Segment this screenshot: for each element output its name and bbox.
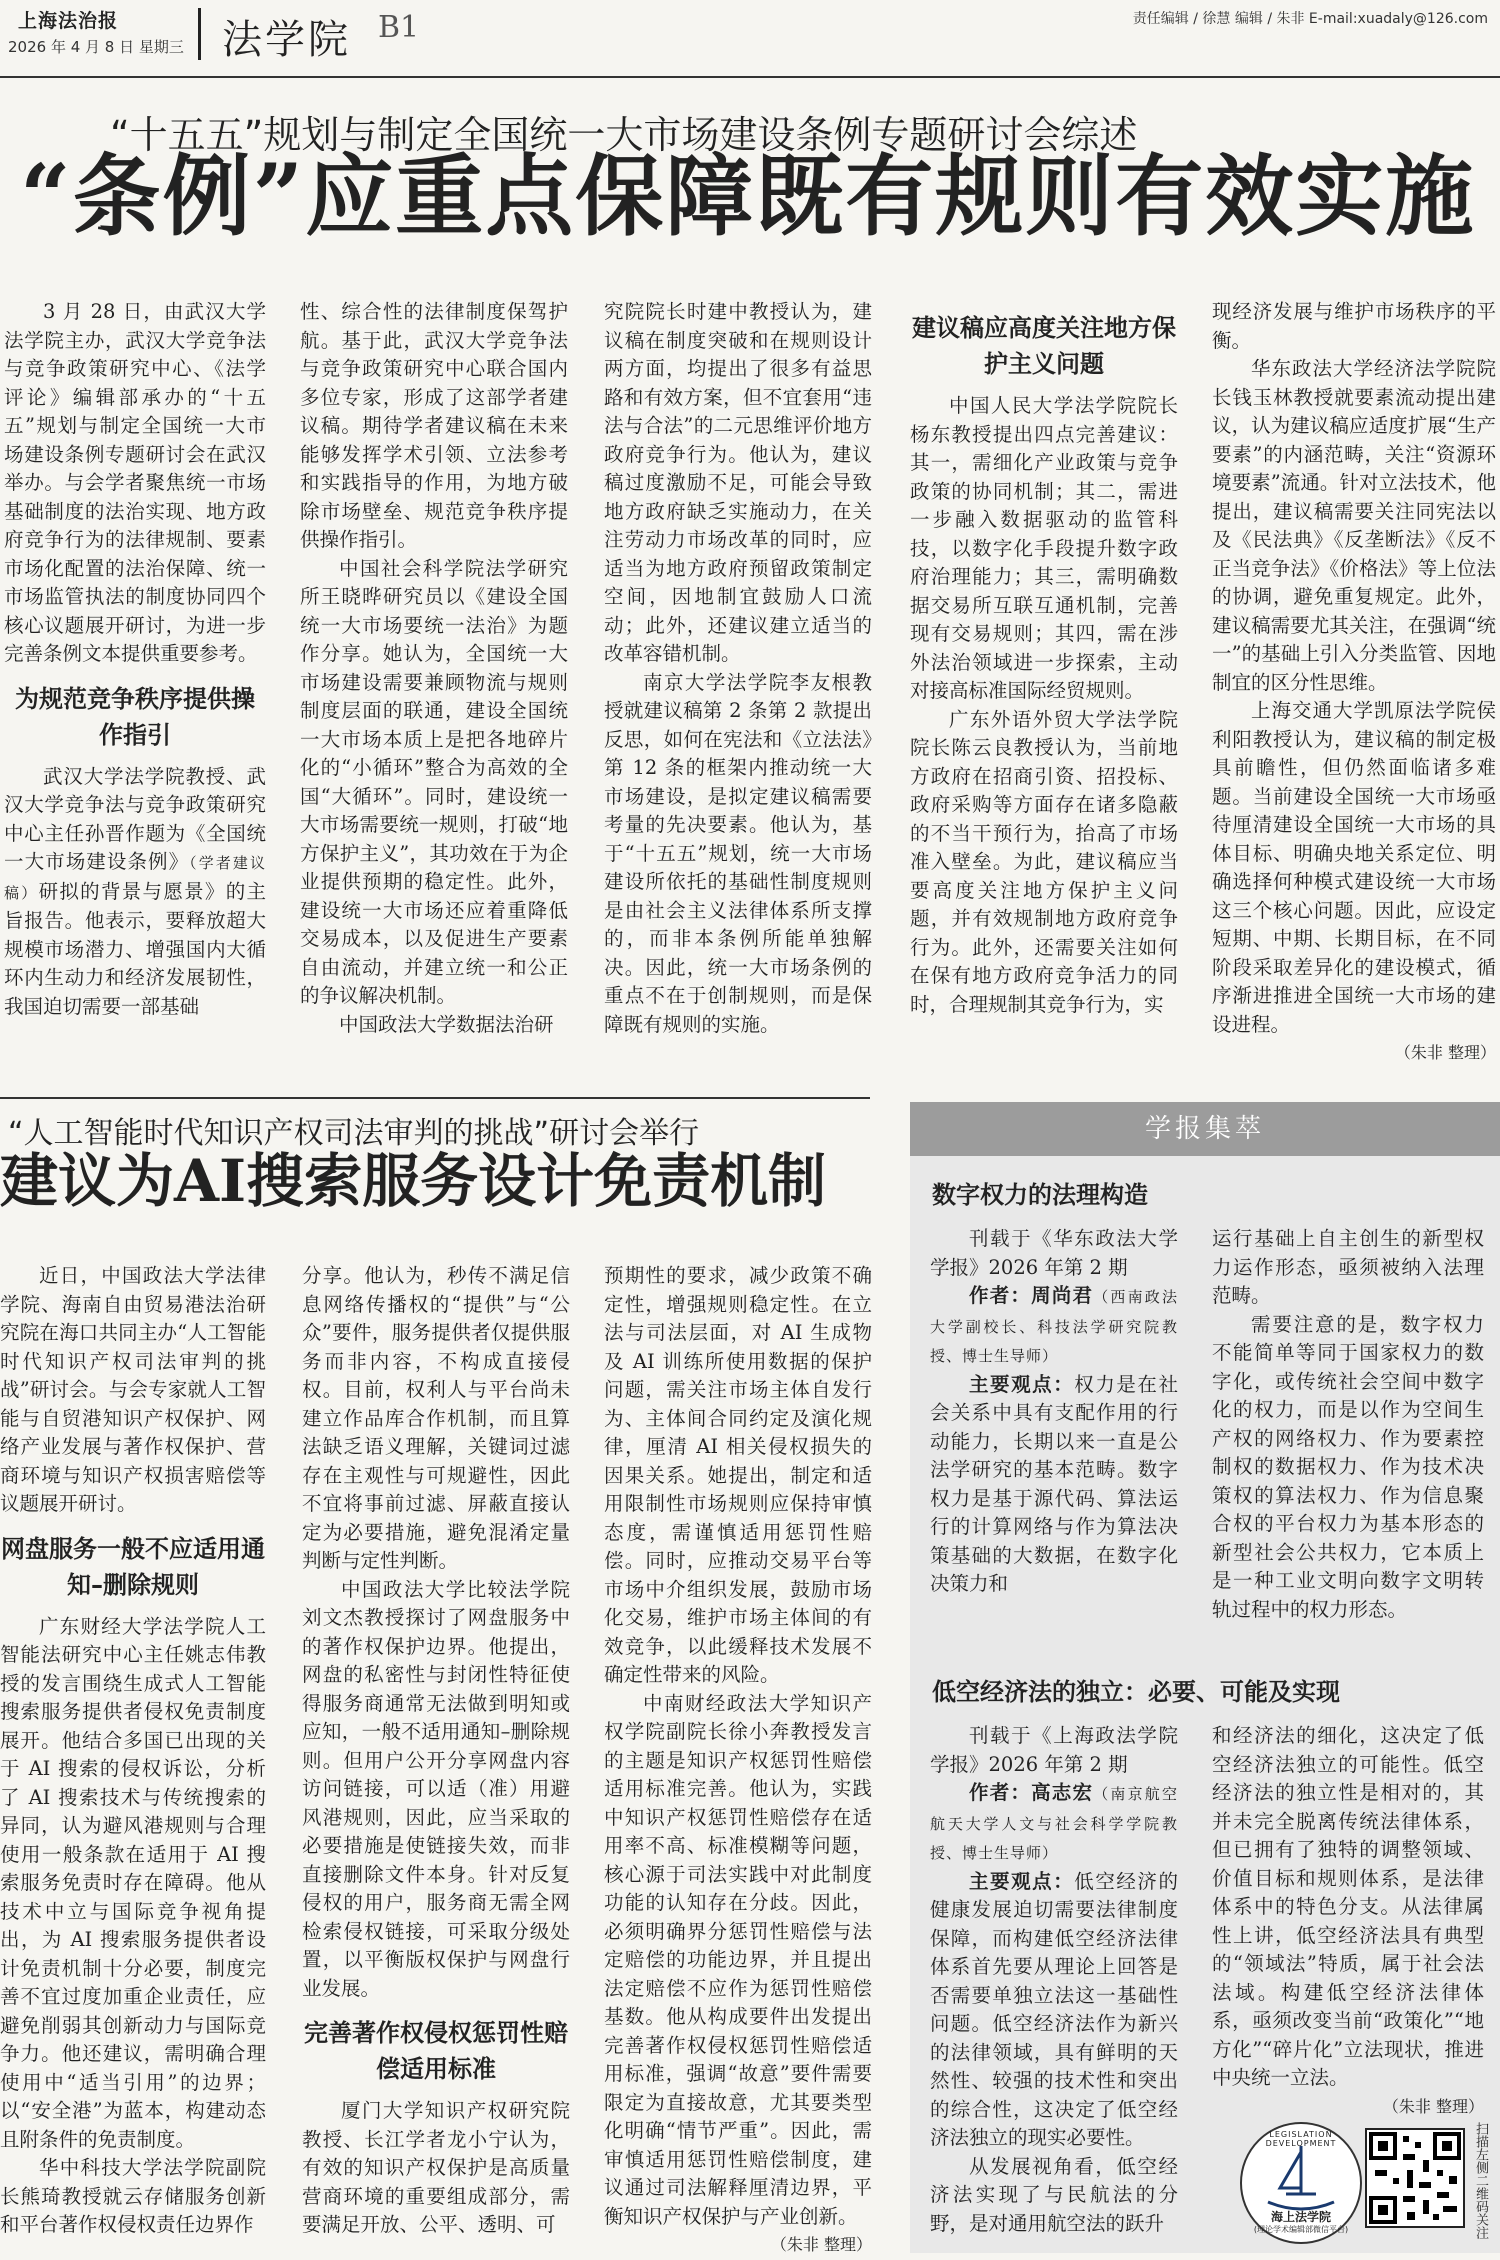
digest-header: 学报集萃	[910, 1102, 1500, 1156]
editor-credits: 责任编辑 / 徐慧 编辑 / 朱非 E-mail:xuadaly@126.com	[1132, 11, 1488, 27]
subheading: 网盘服务一般不应适用通知–删除规则	[1, 1534, 265, 1599]
paragraph: 广东财经大学法学院人工智能法研究中心主任姚志伟教授的发言围绕生成式人工智能搜索服务提供者侵权免责制度展开。他结合多国已出现的关于 AI 搜索的侵权诉讼，分析了 AI 搜索技术与传统搜索的异同，认为避风港规则与合理使用一般条款在适用于 AI 搜索服务免责时存在障碍。他从技术中立与国际竞争视角提出，为 AI 搜索服务提供者设计免责机制十分必要，制度完善不宜过度加重企业责任，应避免削弱其创新动力与国际竞争力。他还建议，需明确合理使用中“适当引用”的边界；以“安全港”为蓝本，构建动态且附条件的免责制度。	[0, 1614, 266, 2151]
masthead-divider	[198, 8, 201, 60]
subheading: 为规范竞争秩序提供操作指引	[15, 684, 255, 749]
article1-headline: “条例”应重点保障既有规则有效实施	[20, 144, 1476, 248]
paragraph: 和经济法的细化，这决定了低空经济法独立的可能性。低空经济法的独立性是相对的，其并未完全脱离传统法律体系，但已拥有了独特的调整领域、价值目标和规则体系，是法律体系中的特色分支。从法律属性上讲，低空经济法具有典型的“领域法”特质，属于社会法法域。构建低空经济法律体系，亟须改变当前“政策化”“地方化”“碎片化”立法现状，推进中央统一立法。	[1212, 1724, 1484, 2089]
paragraph: 武汉大学法学院教授、武汉大学竞争法与竞争政策研究中心主任孙晋作题为《全国统一大市场建设条例》（学者建议稿）研拟的背景与愿景》的主旨报告。他表示，要释放超大规模市场潜力、增强国内大循环内生动力和经济发展韧性，我国迫切需要一部基础	[4, 764, 266, 1018]
subheading: 建议稿应高度关注地方保护主义问题	[912, 314, 1176, 378]
article2-column-1	[0, 1262, 266, 2247]
paragraph: 华东政法大学经济法学院院长钱玉林教授就要素流动提出建议，认为建议稿应适度扩展“生产要素”的内涵范畴，关注“资源环境要素”流通。针对立法技术，他提出，建议稿需要关注同宪法以及《民法典》《反垄断法》《反不正当竞争法》《价格法》等上位法的协调，避免重复规定。此外，建议稿需要尤其关注，在强调“统一”的基础上引入分类监管、因地制宜的区分性思维。	[1212, 357, 1496, 694]
article1-column-5	[1212, 298, 1496, 1062]
paragraph: 华中科技大学法学院副院长熊琦教授就云存储服务创新和平台著作权侵权责任边界作	[0, 2156, 266, 2236]
qr-caption: 扫描左侧二维码关注	[1473, 2122, 1488, 2239]
section-rule	[0, 1097, 870, 1099]
article2-headline: 建议为AI搜索服务设计免责机制	[0, 1147, 827, 1215]
paragraph: 厦门大学知识产权研究院教授、长江学者龙小宁认为，有效的知识产权保护是高质量营商环境的重要组成部分，需要满足开放、公平、透明、可	[302, 2099, 570, 2236]
article2-column-3	[604, 1262, 872, 2254]
issue-date: 2026 年 4 月 8 日 星期三	[8, 38, 184, 56]
digest-article1-col1	[930, 1225, 1178, 1645]
section-title: 法学院	[222, 17, 351, 63]
paragraph: 中南财经政法大学知识产权学院副院长徐小奔教授发言的主题是知识产权惩罚性赔偿适用标准完善。他认为，实践中知识产权惩罚性赔偿存在适用率不高、标准模糊等问题，核心源于司法实践中对此制度功能的认知存在分歧。因此，必须明确界分惩罚性赔偿与法定赔偿的功能边界，并且提出法定赔偿不应作为惩罚性赔偿基数。他从构成要件出发提出完善著作权侵权惩罚性赔偿适用标准，强调“故意”要件需要限定为直接故意，尤其要类型化明确“情节严重”。因此，需审慎适用惩罚性赔偿制度，建议通过司法解释厘清边界，平衡知识产权保护与产业创新。	[604, 1691, 872, 2228]
logo-name: 海上法学院	[1270, 2210, 1331, 2224]
paragraph: 中国社会科学院法学研究所王晓晔研究员以《建设全国统一大市场要统一法治》为题作分享。她认为，全国统一大市场建设需要兼顾物流与规则制度层面的联通，建设全国统一大市场本质上是把各地碎片化的“小循环”整合为高效的全国“大循环”。同时，建设统一大市场需要统一规则，打破“地方保护主义”，其功效在于为企业提供预期的稳定性。此外，建设统一大市场还应着重降低交易成本，以及促进生产要素自由流动，并建立统一和公正的争议解决机制。	[300, 556, 568, 1007]
article1-kicker: “十五五”规划与制定全国统一大市场建设条例专题研讨会综述	[110, 113, 1138, 157]
paragraph: 性、综合性的法律制度保驾护航。基于此，武汉大学竞争法与竞争政策研究中心联合国内多位专家，形成了这部学者建议稿。期待学者建议稿在未来能够发挥学术引领、立法参考和实践指导的作用，为地方破除市场壁垒、规范竞争秩序提供操作指引。	[300, 300, 568, 551]
qr-code[interactable]	[1365, 2128, 1465, 2228]
digest-article2-col1	[930, 1722, 1178, 2242]
paragraph: 预期性的要求，减少政策不确定性，增强规则稳定性。在立法与司法层面，对 AI 生成物及 AI 训练所使用数据的保护问题，需关注市场主体自发行为、主体间合同约定及演化规律，厘清 AI 相关侵权损失的因果关系。她提出，制定和适用限制性市场规则应保持审慎态度，需谨慎适用惩罚性赔偿。同时，应推动交易平台等市场中介组织发展，鼓励市场化交易，维护市场主体间的有效竞争，以此缓释技术发展不确定性带来的风险。	[604, 1264, 872, 1686]
author: 作者：高志宏（南京航空航天大学人文与社会科学学院教授、博士生导师）	[930, 1781, 1178, 1862]
article2-kicker: “人工智能时代知识产权司法审判的挑战”研讨会举行	[8, 1116, 700, 1151]
article2-column-2	[302, 1262, 570, 2247]
qr-code-icon	[1367, 2130, 1463, 2226]
law-school-logo	[1240, 2122, 1362, 2244]
paragraph: 分享。他认为，秒传不满足信息网络传播权的“提供”与“公众”要件，服务提供者仅提供服务而非内容，不构成直接侵权。目前，权利人与平台尚未建立作品库合作机制，而且算法缺乏语义理解，关键词过滤存在主观性与可规避性，因此不宜将事前过滤、屏蔽直接认定为必要措施，避免混淆定量判断与定性判断。	[302, 1264, 570, 1572]
source: 刊载于《上海政法学院学报》2026 年第 2 期	[930, 1724, 1178, 1776]
paragraph: 中国政法大学数据法治研	[339, 1012, 554, 1036]
paragraph: 南京大学法学院李友根教授就建议稿第 2 条第 2 款提出反思，如何在宪法和《立法法》第 12 条的框架内推动统一大市场建设，是拟定建议稿需要考量的先决要素。他认为，基于“十五五”规划，统一大市场建设所依托的基础性制度规则是由社会主义法律体系所支撑的，而非本条例所能单独解决。因此，统一大市场条例的重点不在于创制规则，而是保障既有规则的实施。	[604, 670, 872, 1036]
subheading: 完善著作权侵权惩罚性赔偿适用标准	[304, 2019, 568, 2083]
paragraph: 需要注意的是，数字权力不能简单等同于国家权力的数字化，或传统社会空间中数字化的权力，而是以作为空间生产权的网络权力、作为要素控制权的数据权力、作为技术决策权的算法权力、作为信息聚合权的平台权力为基本形态的新型社会公共权力，它本质上是一种工业文明向数字文明转轨过程中的权力形态。	[1212, 1312, 1484, 1621]
source: 刊载于《华东政法大学学报》2026 年第 2 期	[930, 1227, 1178, 1279]
paper-name: 上海法治报	[18, 10, 119, 32]
digest-article1-title: 数字权力的法理构造	[932, 1181, 1148, 1209]
article1-column-4	[910, 298, 1178, 1043]
article1-column-2	[300, 298, 568, 1043]
paragraph: 广东外语外贸大学法学院院长陈云良教授认为，当前地方政府在招商引资、招投标、政府采购等方面存在诸多隐蔽的不当干预行为，抬高了市场准入壁垒。为此，建议稿应当要高度关注地方保护主义问题，并有效规制地方政府竞争行为。此外，还需要关注如何在保有地方政府竞争活力的同时，合理规制其竞争行为，实	[910, 707, 1178, 1016]
digest-article2-col2	[1212, 1722, 1484, 2117]
paragraph: 近日，中国政法大学法律学院、海南自由贸易港法治研究院在海口共同主办“人工智能时代知识产权司法审判的挑战”研讨会。与会专家就人工智能与自贸港知识产权保护、网络产业发展与著作权保护、营商环境与知识产权损害赔偿等议题展开研讨。	[0, 1264, 266, 1515]
paragraph: 中国人民大学法学院院长杨东教授提出四点完善建议：其一，需细化产业政策与竞争政策的协同机制；其二，需进一步融入数据驱动的监管科技，以数字化手段提升数字政府治理能力；其三，需明确数据交易所互联互通机制，完善现有交易规则；其四，需在涉外法治领域进一步探索，主动对接高标准国际经贸规则。	[910, 394, 1178, 702]
qr-block	[1240, 2122, 1490, 2248]
digest-article1-col2	[1212, 1225, 1484, 1645]
paragraph: 究院院长时建中教授认为，建议稿在制度突破和在规则设计两方面，均提出了很多有益思路和有效方案，但不宜套用“违法与合法”的二元思维评价地方政府竞争行为。他认为，建议稿过度激励不足，可能会导致地方政府缺乏实施动力，在关注劳动力市场改革的同时，应适当为地方政府预留政策制定空间，因地制宜鼓励人口流动；此外，还建议建立适当的改革容错机制。	[604, 300, 872, 665]
paragraph: 现经济发展与维护市场秩序的平衡。	[1212, 300, 1496, 352]
main-view: 主要观点：权力是在社会关系中具有支配作用的行动能力，长期以来一直是公法学研究的基本范畴。数字权力是基于源代码、算法运行的计算网络与作为算法决策基础的大数据，在数字化决策力和	[930, 1372, 1178, 1595]
author: 作者：周尚君（西南政法大学副校长、科技法学研究院教授、博士生导师）	[930, 1284, 1178, 1365]
editor-note: （朱非 整理）	[770, 2235, 872, 2254]
editor-note: （朱非 整理）	[1394, 1043, 1496, 1062]
editor-note: （朱非 整理）	[1382, 2096, 1484, 2116]
paragraph: 上海交通大学凯原法学院侯利阳教授认为，建议稿的制定极具前瞻性，但仍然面临诸多难题。当前建设全国统一大市场亟待厘清建设全国统一大市场的具体目标、明确央地关系定位、明确选择何种模式建设统一大市场这三个核心问题。因此，应设定短期、中期、长期目标，在不同阶段采取差异化的建设模式，循序渐进推进全国统一大市场的建设进程。	[1212, 699, 1496, 1036]
logo-text: LEGISLATION DEVELOPMENT	[1265, 2130, 1337, 2148]
main-view: 主要观点：低空经济的健康发展迫切需要法律制度保障，而构建低空经济法律体系首先要从理论上回答是否需要单独立法这一基础性问题。低空经济法作为新兴的法律领域，具有鲜明的天然性、较强的技术性和突出的综合性，这决定了低空经济法独立的现实必要性。	[930, 1869, 1178, 2149]
paragraph: 中国政法大学比较法学院刘文杰教授探讨了网盘服务中的著作权保护边界。他提出，网盘的私密性与封闭性特征使得服务商通常无法做到明知或应知，一般不适用通知–删除规则。但用户公开分享网盘内容访问链接，可以适（准）用避风港规则，因此，应当采取的必要措施是使链接失效，而非直接删除文件本身。针对反复侵权的用户，服务商无需全网检索侵权链接，可采取分级处置，以平衡版权保护与网盘行业发展。	[302, 1577, 570, 2000]
article1-column-3	[604, 298, 872, 1043]
paragraph: 运行基础上自主创生的新型权力运作形态，亟须被纳入法理范畴。	[1212, 1227, 1484, 1307]
page-number: B1	[378, 10, 420, 45]
top-rule	[0, 76, 1500, 78]
article1-column-1	[4, 298, 266, 1043]
logo-subtitle: (理论学术编辑部微信平台)	[1253, 2225, 1349, 2234]
digest-article2-title: 低空经济法的独立：必要、可能及实现	[932, 1678, 1340, 1706]
paragraph: 从发展视角看，低空经济法实现了与民航法的分野，是对通用航空法的跃升	[930, 2154, 1178, 2235]
paragraph: 3 月 28 日，由武汉大学法学院主办，武汉大学竞争法与竞争政策研究中心、《法学评论》编辑部承办的“十五五”规划与制定全国统一大市场建设条例专题研讨会在武汉举办。与会学者聚焦统一市场基础制度的法治实现、地方政府竞争行为的法律规制、要素市场化配置的法治保障、统一市场监管执法的制度协同四个核心议题展开研讨，为进一步完善条例文本提供重要参考。	[4, 300, 266, 665]
